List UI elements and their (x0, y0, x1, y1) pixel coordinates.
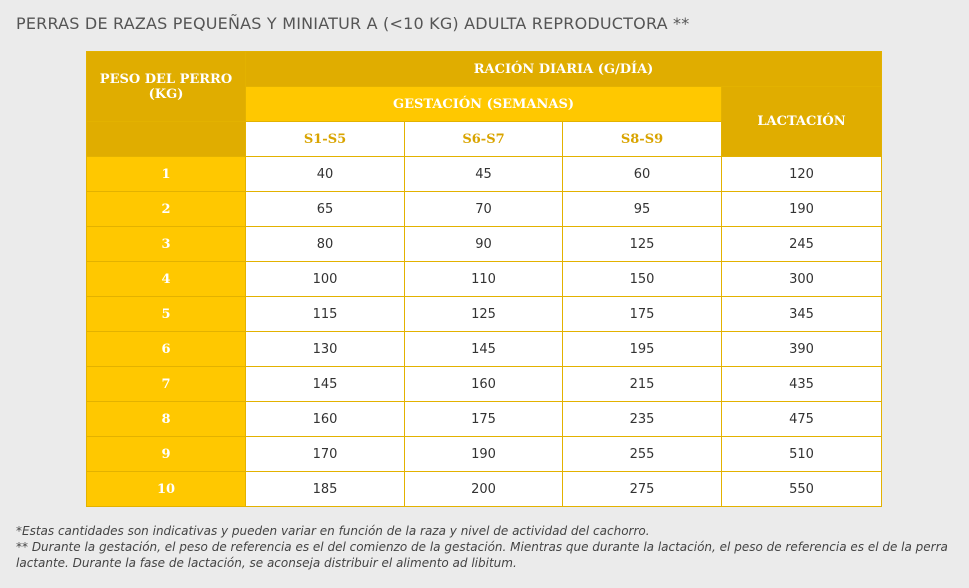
lactation-cell: 550 (722, 472, 882, 507)
s1-s5-cell: 80 (246, 227, 405, 262)
footnote-indicative: *Estas cantidades son indicativas y pueden variar en función de la raza y nivel de actividad del cachorro. (16, 524, 650, 538)
footnote-reference-weight: ** Durante la gestación, el peso de referencia es el del comienzo de la gestación. Mientras que durante la lactación, el peso de referencia es el de la perra lactante. Durante la fase de lactación, se aconseja distribuir el alimento ad libitum. (16, 540, 948, 570)
weight-cell: 2 (87, 192, 246, 227)
weight-cell: 6 (87, 332, 246, 367)
table-row (87, 157, 882, 192)
s8-s9-cell: 125 (563, 227, 722, 262)
s6-s7-cell: 175 (405, 402, 563, 437)
s6-s7-cell: 125 (405, 297, 563, 332)
footnotes (16, 523, 956, 571)
table-row (87, 297, 882, 332)
s6-s7-cell: 145 (405, 332, 563, 367)
weight-cell: 8 (87, 402, 246, 437)
lactation-cell: 345 (722, 297, 882, 332)
weight-cell: 9 (87, 437, 246, 472)
lactation-cell: 510 (722, 437, 882, 472)
s1-s5-cell: 170 (246, 437, 405, 472)
weight-cell: 5 (87, 297, 246, 332)
lactation-cell: 190 (722, 192, 882, 227)
table-row (87, 402, 882, 437)
s1-s5-cell: 145 (246, 367, 405, 402)
header-weight-spacer (87, 122, 246, 157)
lactation-cell: 435 (722, 367, 882, 402)
header-weight: PESO DEL PERRO (KG) (87, 52, 246, 122)
lactation-cell: 475 (722, 402, 882, 437)
table-row (87, 192, 882, 227)
s6-s7-cell: 200 (405, 472, 563, 507)
s1-s5-cell: 130 (246, 332, 405, 367)
page-title: PERRAS DE RAZAS PEQUEÑAS Y MINIATUR A (<10 KG) ADULTA REPRODUCTORA ** (16, 14, 690, 33)
lactation-cell: 120 (722, 157, 882, 192)
table-row (87, 472, 882, 507)
s8-s9-cell: 255 (563, 437, 722, 472)
s1-s5-cell: 100 (246, 262, 405, 297)
lactation-cell: 300 (722, 262, 882, 297)
header-s1-s5: S1-S5 (246, 122, 405, 157)
s1-s5-cell: 65 (246, 192, 405, 227)
s6-s7-cell: 190 (405, 437, 563, 472)
weight-cell: 7 (87, 367, 246, 402)
table-row (87, 227, 882, 262)
header-s8-s9: S8-S9 (563, 122, 722, 157)
s8-s9-cell: 60 (563, 157, 722, 192)
s8-s9-cell: 215 (563, 367, 722, 402)
weight-cell: 4 (87, 262, 246, 297)
table-row (87, 262, 882, 297)
header-daily-ration: RACIÓN DIARIA (G/DÍA) (246, 52, 882, 87)
s8-s9-cell: 275 (563, 472, 722, 507)
s6-s7-cell: 110 (405, 262, 563, 297)
s8-s9-cell: 150 (563, 262, 722, 297)
s1-s5-cell: 115 (246, 297, 405, 332)
lactation-cell: 245 (722, 227, 882, 262)
s6-s7-cell: 160 (405, 367, 563, 402)
s6-s7-cell: 70 (405, 192, 563, 227)
table-row (87, 437, 882, 472)
s8-s9-cell: 195 (563, 332, 722, 367)
s1-s5-cell: 185 (246, 472, 405, 507)
ration-table (86, 51, 882, 507)
s8-s9-cell: 175 (563, 297, 722, 332)
s1-s5-cell: 40 (246, 157, 405, 192)
header-s6-s7: S6-S7 (405, 122, 563, 157)
header-gestation: GESTACIÓN (SEMANAS) (246, 87, 722, 122)
weight-cell: 3 (87, 227, 246, 262)
s6-s7-cell: 45 (405, 157, 563, 192)
s8-s9-cell: 235 (563, 402, 722, 437)
table-row (87, 367, 882, 402)
s1-s5-cell: 160 (246, 402, 405, 437)
table-row (87, 332, 882, 367)
weight-cell: 1 (87, 157, 246, 192)
s8-s9-cell: 95 (563, 192, 722, 227)
s6-s7-cell: 90 (405, 227, 563, 262)
weight-cell: 10 (87, 472, 246, 507)
lactation-cell: 390 (722, 332, 882, 367)
header-lactation: LACTACIÓN (722, 87, 882, 157)
